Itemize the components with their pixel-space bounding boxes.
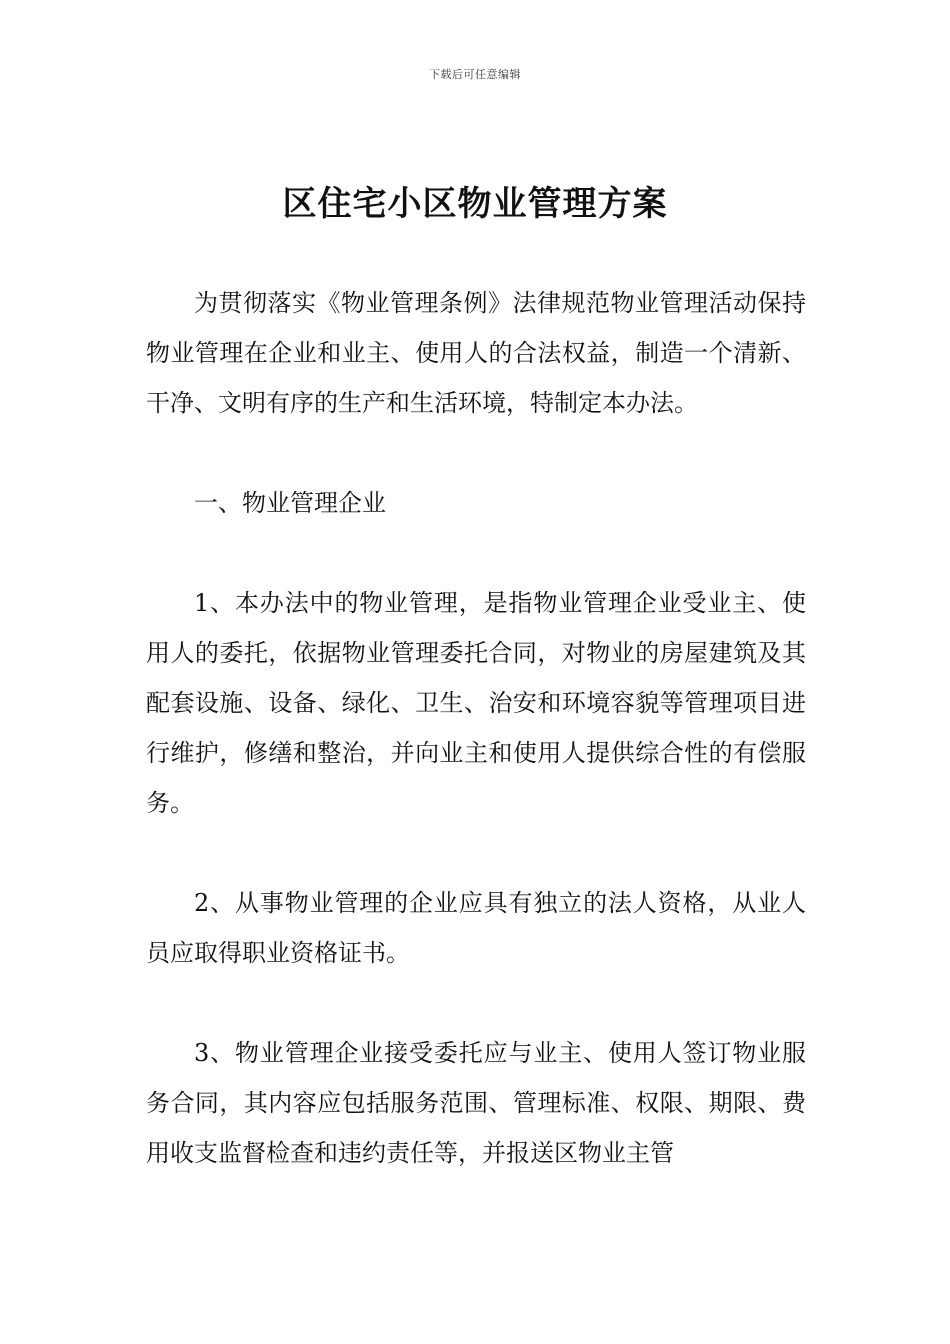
intro-paragraph: 为贯彻落实《物业管理条例》法律规范物业管理活动保持物业管理在企业和业主、使用人的合法权益，制造一个清新、干净、文明有序的生产和生活环境，特制定本办法。 [146, 289, 806, 417]
header-note: 下载后可任意编辑 [429, 68, 521, 81]
clause-paragraph: 1、本办法中的物业管理，是指物业管理企业受业主、使用人的委托，依据物业管理委托合同，对物业的房屋建筑及其配套设施、设备、绿化、卫生、治安和环境容貌等管理项目进行维护，修缮和整治，并向业主和使用人提供综合性的有偿服务。 [146, 589, 806, 817]
document-body [146, 278, 806, 1228]
document-title: 区住宅小区物业管理方案 [282, 184, 668, 224]
clause-paragraph: 2、从事物业管理的企业应具有独立的法人资格，从业人员应取得职业资格证书。 [146, 889, 806, 967]
section-heading: 一、物业管理企业 [194, 489, 386, 517]
clause-paragraph: 3、物业管理企业接受委托应与业主、使用人签订物业服务合同，其内容应包括服务范围、管理标准、权限、期限、费用收支监督检查和违约责任等，并报送区物业主管 [146, 1039, 806, 1167]
